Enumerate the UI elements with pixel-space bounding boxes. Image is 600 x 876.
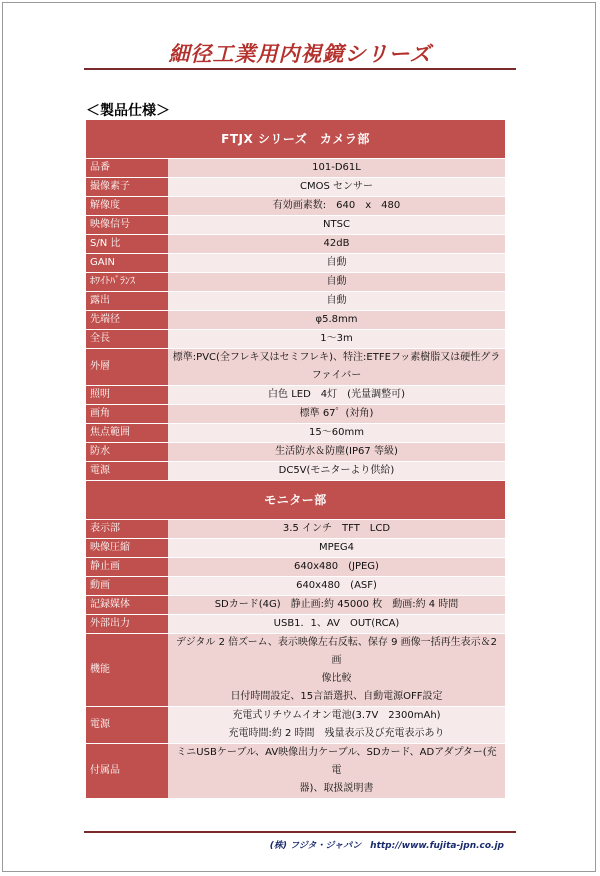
spec-value-line: 15～60mm [309,427,364,438]
spec-value [168,577,505,596]
spec-label: 映像圧縮 [86,539,168,558]
spec-value-line: 101-D61L [312,162,361,173]
spec-value-line: 生活防水＆防塵(IP67 等級) [275,446,398,457]
spec-row [86,216,505,235]
spec-value-line: 640x480 (JPEG) [294,561,379,572]
spec-value [168,744,505,799]
spec-value [168,634,505,707]
spec-label: 静止画 [86,558,168,577]
spec-value [168,273,505,292]
spec-row [86,615,505,634]
spec-value-line: ミニUSBケーブル、AV映像出力ケーブル、SDカード、ADアダプター(充電 [176,747,497,776]
spec-value [168,159,505,178]
spec-label: GAIN [86,254,168,273]
spec-label: 電源 [86,462,168,481]
spec-table [86,120,505,799]
spec-label: 撮像素子 [86,178,168,197]
spec-label: 照明 [86,386,168,405]
spec-value-line: 自動 [326,257,347,268]
spec-value [168,596,505,615]
spec-value-line: 640x480 (ASF) [296,580,377,591]
spec-value [168,349,505,386]
spec-value [168,707,505,744]
spec-label: 先端径 [86,311,168,330]
spec-value-line: 自動 [326,295,347,306]
spec-label: 機能 [86,634,168,707]
spec-value [168,292,505,311]
spec-label: 動画 [86,577,168,596]
spec-row [86,539,505,558]
spec-value [168,197,505,216]
top-divider [84,68,516,70]
spec-row [86,577,505,596]
spec-row [86,273,505,292]
bottom-divider [84,831,516,833]
spec-row [86,424,505,443]
spec-row [86,707,505,744]
spec-value [168,386,505,405]
spec-label: 防水 [86,443,168,462]
spec-label: 電源 [86,707,168,744]
spec-value-line: 42dB [323,238,350,249]
spec-value-line: 有効画素数: 640 x 480 [272,200,401,211]
spec-value-line: 自動 [326,276,347,287]
spec-value [168,558,505,577]
camera-section-heading [86,120,505,159]
spec-value-line: 標準:PVC(全フレキ又はセミフレキ)、特注:ETFEフッ素樹脂又は硬性グラ [172,352,501,363]
spec-label: 記録媒体 [86,596,168,615]
footer-credit: (株) フジタ・ジャパン http://www.fujita-jpn.co.jp [269,841,504,851]
spec-row [86,197,505,216]
spec-row [86,443,505,462]
spec-value-line: NTSC [323,219,350,230]
spec-value-line: ファイバー [311,370,362,381]
spec-value-line: 白色 LED 4灯 (光量調整可) [268,389,405,400]
spec-label: 画角 [86,405,168,424]
spec-row [86,292,505,311]
spec-label: 露出 [86,292,168,311]
spec-label: 外部出力 [86,615,168,634]
spec-value-line: 像比較 [321,673,352,684]
spec-value-line: MPEG4 [318,542,355,553]
monitor-section-heading [86,481,505,520]
spec-row [86,254,505,273]
spec-row [86,596,505,615]
spec-value [168,405,505,424]
spec-row [86,235,505,254]
spec-value-line: USB1．1、AV OUT(RCA) [273,618,400,629]
spec-label: ﾎﾜｲﾄﾊﾞﾗﾝｽ [86,273,168,292]
spec-value-line: デジタル 2 倍ズーム、表示映像左右反転、保存 9 画像一括再生表示＆2画 [175,637,497,666]
spec-value [168,443,505,462]
spec-value-line: 器)、取扱説明書 [299,783,374,794]
spec-row [86,386,505,405]
spec-value [168,178,505,197]
spec-value [168,235,505,254]
spec-value [168,539,505,558]
spec-value [168,424,505,443]
spec-value-line: 標準 67゜(対角) [299,408,374,419]
spec-row [86,178,505,197]
spec-label: 全長 [86,330,168,349]
spec-row [86,311,505,330]
spec-value-line: 日付時間設定、15言語選択、自動電源OFF設定 [230,691,443,702]
spec-label: 外層 [86,349,168,386]
spec-value [168,254,505,273]
spec-row [86,405,505,424]
spec-row [86,159,505,178]
spec-value-line: φ5.8mm [315,314,358,325]
spec-value-line: DC5V(モニターより供給) [278,465,395,476]
spec-value [168,520,505,539]
spec-label: 解像度 [86,197,168,216]
spec-label: 映像信号 [86,216,168,235]
spec-label: 表示部 [86,520,168,539]
spec-row [86,462,505,481]
spec-label: S/N 比 [86,235,168,254]
spec-value [168,330,505,349]
spec-row [86,330,505,349]
spec-value-line: CMOS センサー [299,181,373,192]
section-label: ＜製品仕様＞ [86,103,170,119]
spec-row [86,744,505,799]
spec-value [168,462,505,481]
monitor-section-heading-text: モニター部 [86,481,505,520]
camera-section-heading-text: FTJX シリーズ カメラ部 [86,120,505,159]
spec-value [168,216,505,235]
spec-row [86,349,505,386]
spec-value-line: 1～3m [320,333,353,344]
spec-label: 付属品 [86,744,168,799]
spec-row [86,520,505,539]
spec-value [168,311,505,330]
spec-value-line: 充電時間:約 2 時間 残量表示及び充電表示あり [228,728,445,739]
page-title: 細径工業用内視鏡シリーズ [0,38,600,68]
spec-value [168,615,505,634]
spec-row [86,634,505,707]
spec-label: 品番 [86,159,168,178]
spec-row [86,558,505,577]
spec-value-line: SDカード(4G) 静止画:約 45000 枚 動画:約 4 時間 [214,599,459,610]
spec-value-line: 3.5 インチ TFT LCD [282,523,391,534]
spec-value-line: 充電式リチウムイオン電池(3.7V 2300mAh) [232,710,441,721]
spec-label: 焦点範囲 [86,424,168,443]
